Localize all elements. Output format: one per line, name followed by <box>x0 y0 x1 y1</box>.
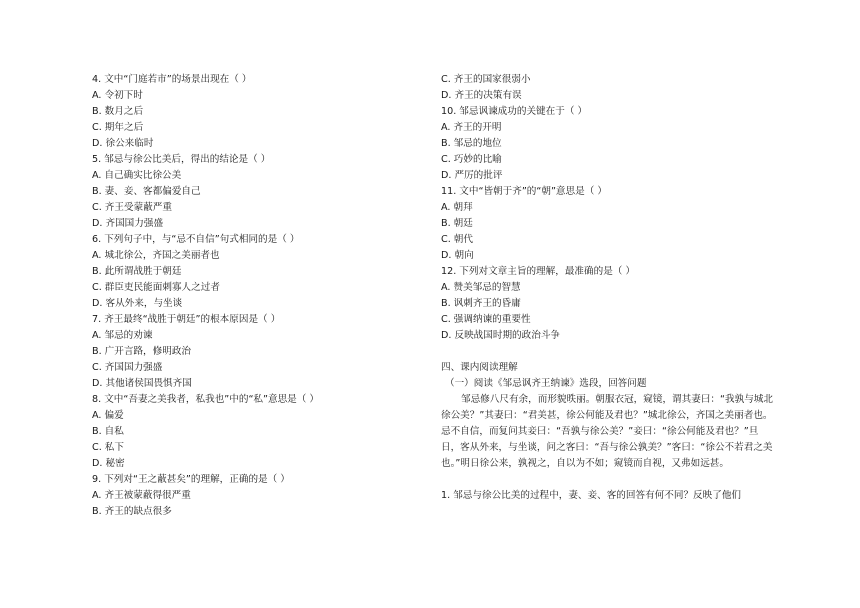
left-column <box>92 72 422 520</box>
spacer <box>441 472 773 488</box>
option-line: A. 朝拜 <box>441 202 473 213</box>
option-line: A. 邹忌的劝谏 <box>92 330 153 341</box>
option-line: D. 齐国国力强盛 <box>92 218 164 229</box>
option-line: B. 齐王的缺点很多 <box>92 506 172 517</box>
question-9: 9. 下列对“王之蔽甚矣”的理解，正确的是（ ） <box>92 474 290 485</box>
option-line: D. 客从外来，与坐谈 <box>92 298 183 309</box>
option-line: B. 朝廷 <box>441 218 473 229</box>
option-line: A. 赞美邹忌的智慧 <box>441 282 521 293</box>
option-line: C. 齐王的国家很弱小 <box>441 74 531 85</box>
question-5: 5. 邹忌与徐公比美后，得出的结论是（ ） <box>92 154 271 165</box>
option-line: B. 广开言路，修明政治 <box>92 346 192 357</box>
option-line: D. 秘密 <box>92 458 125 469</box>
option-line: B. 妻、妾、客都偏爱自己 <box>92 186 201 197</box>
option-line: C. 齐国国力强盛 <box>92 362 163 373</box>
question-6: 6. 下列句子中，与“忌不自信”句式相同的是（ ） <box>92 234 300 245</box>
option-line: D. 朝向 <box>441 250 474 261</box>
option-line: B. 自私 <box>92 426 124 437</box>
option-line: B. 邹忌的地位 <box>441 138 502 149</box>
option-line: B. 此所谓战胜于朝廷 <box>92 266 182 277</box>
spacer <box>441 344 773 360</box>
option-line: A. 偏爱 <box>92 410 124 421</box>
question-12: 12. 下列对文章主旨的理解，最准确的是（ ） <box>441 266 636 277</box>
question-10: 10. 邹忌讽谏成功的关键在于（ ） <box>441 106 588 117</box>
reading-passage: 邹忌修八尺有余，而形貌昳丽。朝服衣冠，窥镜，谓其妻曰：“我孰与城北徐公美？”其妻曰：“君美甚，徐公何能及君也？”城北徐公，齐国之美丽者也。忌不自信，而复问其妾曰：“吾孰与徐公美？”妾曰：“徐公何能及君也？”旦日，客从外来，与坐谈，问之客曰：“吾与徐公孰美？”客曰：“徐公不若君之美也。”明日徐公来，孰视之，自以为不如；窥镜而自视，又弗如远甚。 <box>441 394 773 469</box>
option-line: C. 巧妙的比喻 <box>441 154 502 165</box>
section-subheading: （一）阅读《邹忌讽齐王纳谏》选段，回答问题 <box>445 378 647 389</box>
option-line: C. 期年之后 <box>92 122 144 133</box>
option-line: C. 强调纳谏的重要性 <box>441 314 531 325</box>
section-heading: 四、课内阅读理解 <box>441 362 518 373</box>
option-line: C. 私下 <box>92 442 124 453</box>
option-line: D. 徐公来临时 <box>92 138 154 149</box>
option-line: B. 数月之后 <box>92 106 144 117</box>
option-line: A. 自己确实比徐公美 <box>92 170 182 181</box>
option-line: D. 齐王的决策有误 <box>441 90 522 101</box>
option-line: C. 朝代 <box>441 234 473 245</box>
option-line: A. 令初下时 <box>92 90 143 101</box>
option-line: D. 反映战国时期的政治斗争 <box>441 330 561 341</box>
option-line: A. 齐王的开明 <box>441 122 502 133</box>
question-8: 8. 文中“吾妻之美我者，私我也”中的“私”意思是（ ） <box>92 394 320 405</box>
question-4: 4. 文中“门庭若市”的场景出现在（ ） <box>92 74 252 85</box>
option-line: C. 齐王受蒙蔽严重 <box>92 202 172 213</box>
question-11: 11. 文中“皆朝于齐”的“朝”意思是（ ） <box>441 186 607 197</box>
reading-question-1: 1. 邹忌与徐公比美的过程中，妻、妾、客的回答有何不同？反映了他们 <box>441 490 742 501</box>
option-line: A. 齐王被蒙蔽得很严重 <box>92 490 191 501</box>
option-line: A. 城北徐公，齐国之美丽者也 <box>92 250 220 261</box>
option-line: D. 严厉的批评 <box>441 170 503 181</box>
option-line: C. 群臣吏民能面刺寡人之过者 <box>92 282 220 293</box>
right-column <box>441 72 773 504</box>
option-line: B. 讽刺齐王的昏庸 <box>441 298 521 309</box>
option-line: D. 其他诸侯国畏惧齐国 <box>92 378 192 389</box>
question-7: 7. 齐王最终“战胜于朝廷”的根本原因是（ ） <box>92 314 281 325</box>
